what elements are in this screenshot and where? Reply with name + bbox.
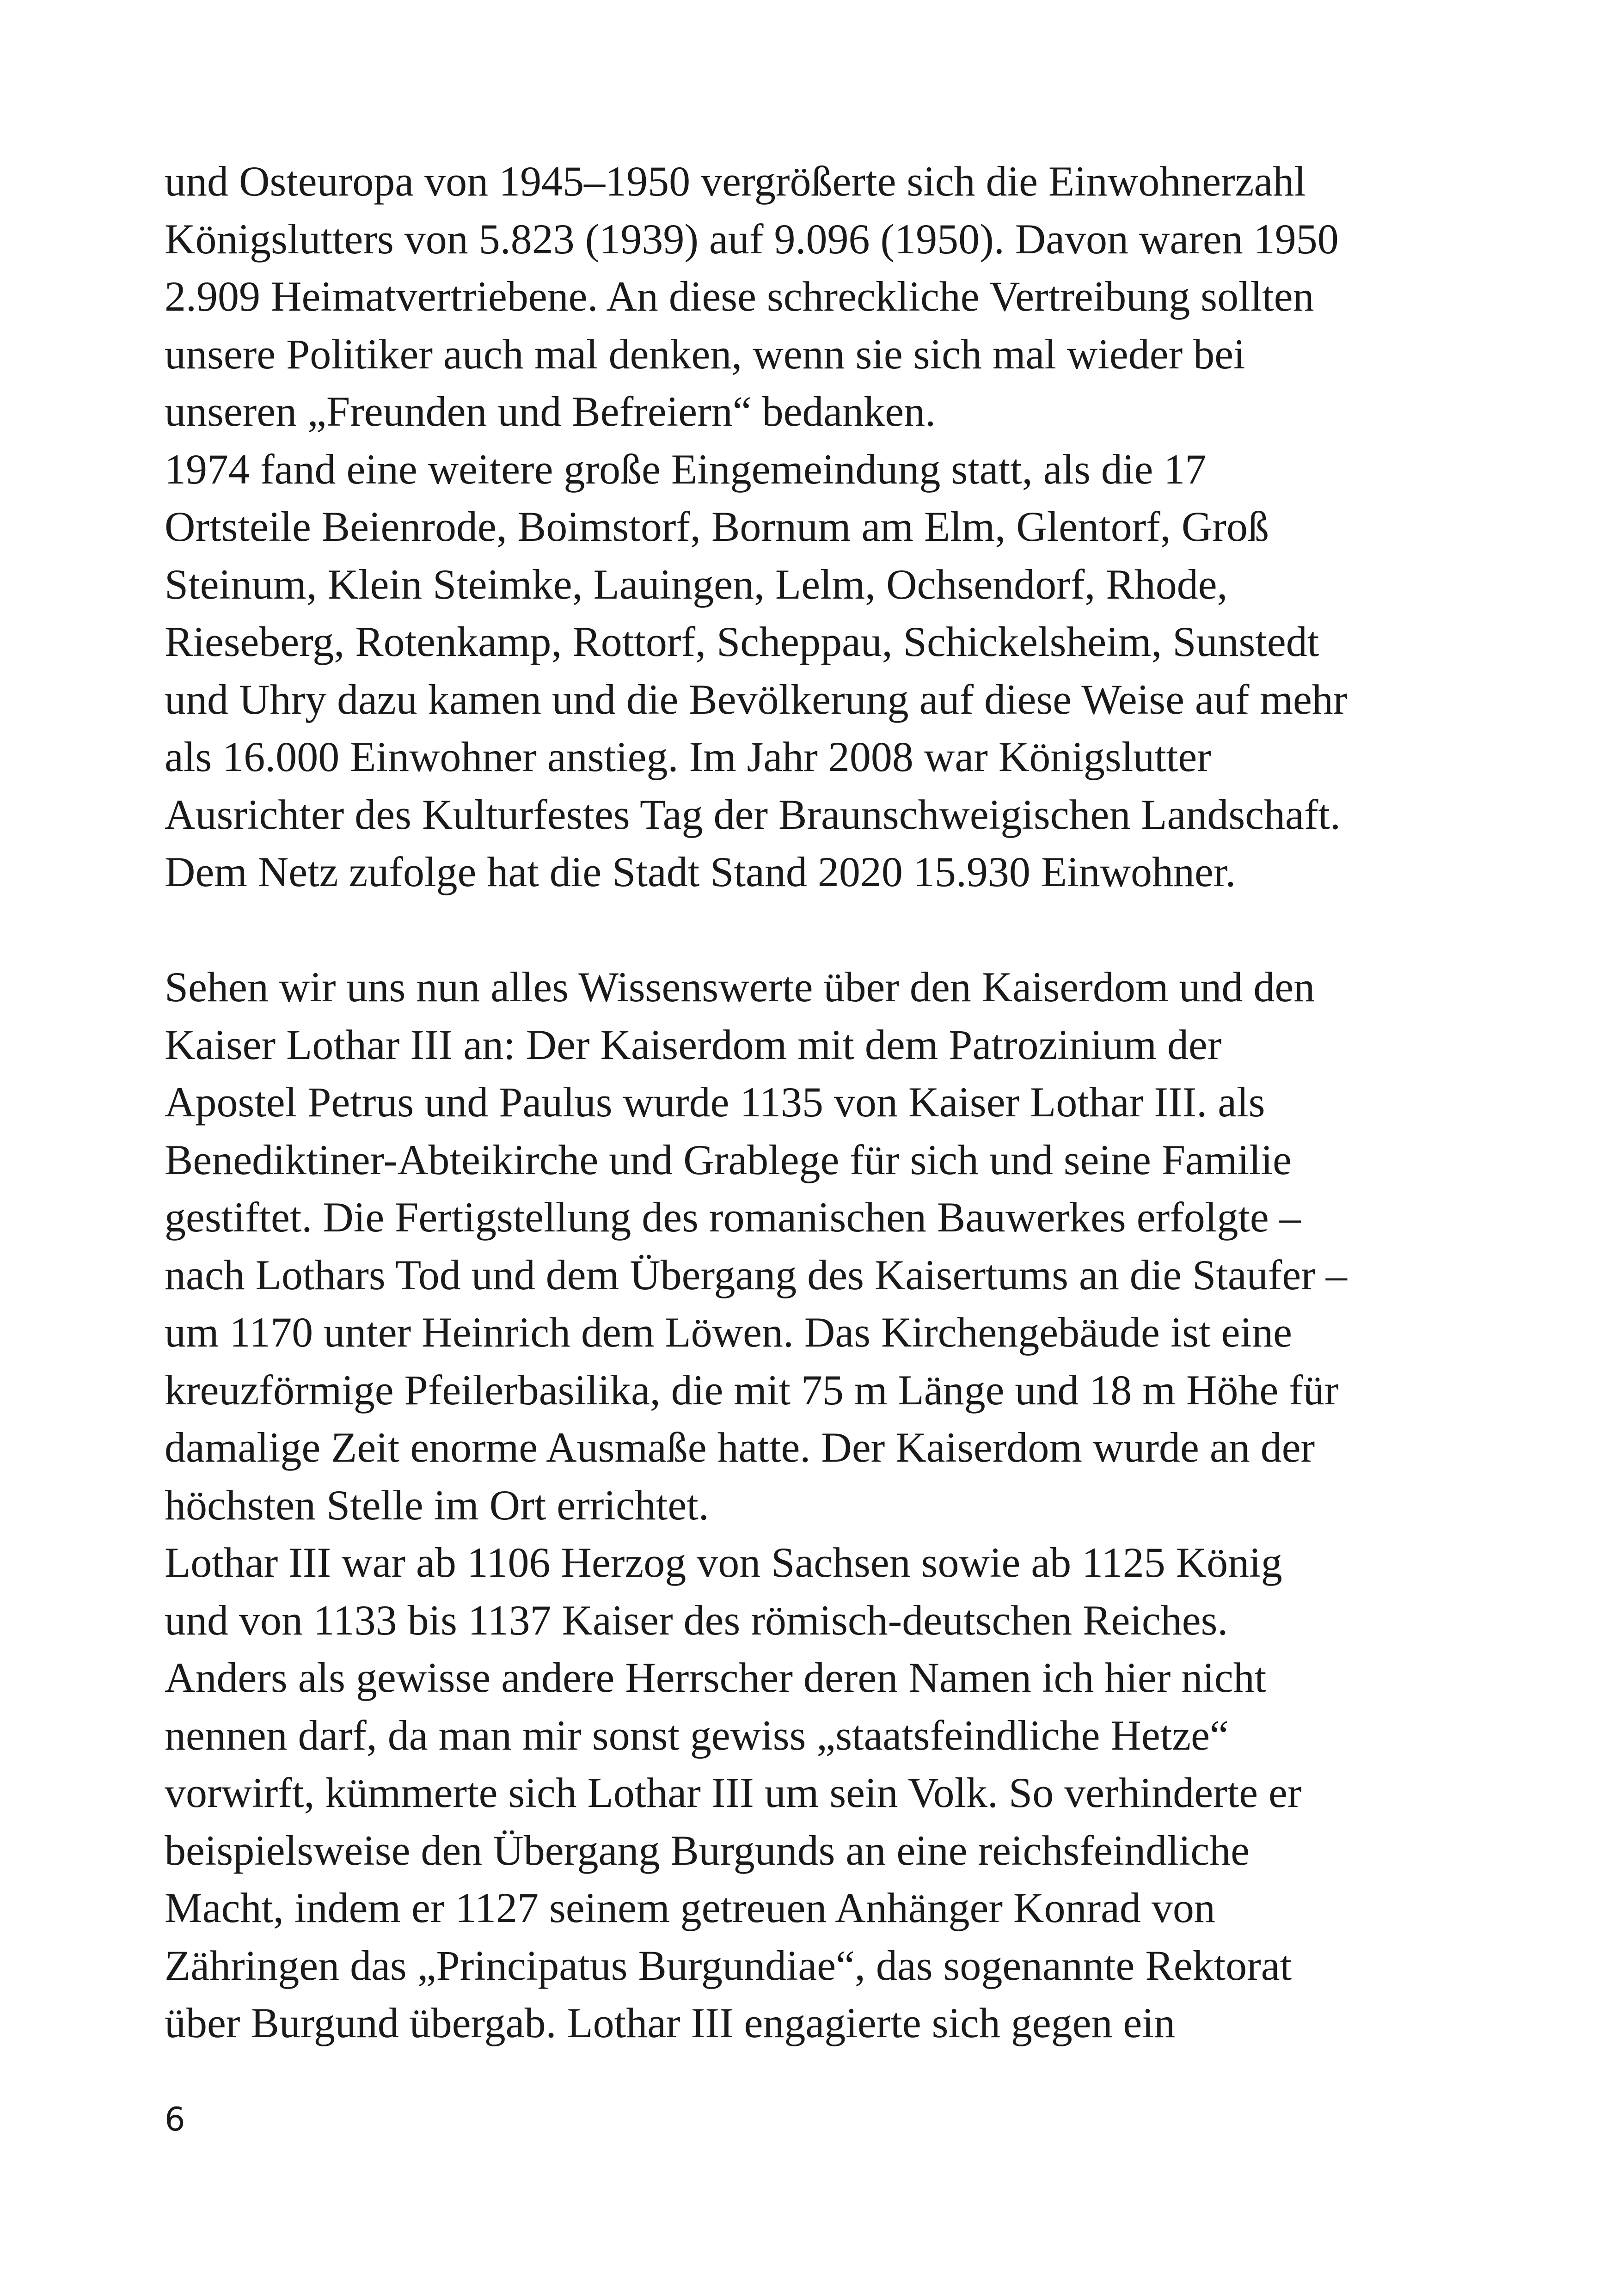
text-line: und Uhry dazu kamen und die Bevölkerung auf diese Weise auf mehr: [165, 675, 1348, 723]
text-line: nach Lothars Tod und dem Übergang des Kaisertums an die Staufer –: [165, 1251, 1347, 1298]
body-text: [165, 153, 1533, 2052]
paragraph-spacer: [165, 901, 1533, 959]
text-line: 2.909 Heimatvertriebene. An diese schreckliche Vertreibung sollten: [165, 273, 1314, 320]
paragraph-population: [165, 153, 1533, 441]
text-line: nennen darf, da man mir sonst gewiss „staatsfeindliche Hetze“: [165, 1711, 1229, 1759]
text-line: 1974 fand eine weitere große Eingemeindung statt, als die 17: [165, 445, 1207, 493]
text-line: damalige Zeit enorme Ausmaße hatte. Der Kaiserdom wurde an der: [165, 1424, 1315, 1471]
text-line: als 16.000 Einwohner anstieg. Im Jahr 2008 war Königslutter: [165, 733, 1211, 780]
text-line: vorwirft, kümmerte sich Lothar III um sein Volk. So verhinderte er: [165, 1769, 1302, 1816]
text-line: beispielsweise den Übergang Burgunds an eine reichsfeindliche: [165, 1826, 1250, 1874]
text-line: Benediktiner-Abteikirche und Grablege für sich und seine Familie: [165, 1136, 1292, 1183]
paragraph-lothar: [165, 1534, 1533, 2052]
paragraph-incorporation: [165, 441, 1533, 901]
text-line: über Burgund übergab. Lothar III engagierte sich gegen ein: [165, 1999, 1175, 2046]
text-line: Rieseberg, Rotenkamp, Rottorf, Scheppau, Schickelsheim, Sunstedt: [165, 618, 1319, 665]
text-line: Steinum, Klein Steimke, Lauingen, Lelm, Ochsendorf, Rhode,: [165, 560, 1228, 608]
text-line: unsere Politiker auch mal denken, wenn sie sich mal wieder bei: [165, 330, 1245, 378]
text-line: Anders als gewisse andere Herrscher deren Namen ich hier nicht: [165, 1654, 1267, 1701]
page-number: 6: [165, 2100, 185, 2138]
text-line: kreuzförmige Pfeilerbasilika, die mit 75 m Länge und 18 m Höhe für: [165, 1366, 1339, 1414]
text-line: höchsten Stelle im Ort errichtet.: [165, 1481, 709, 1529]
text-line: Kaiser Lothar III an: Der Kaiserdom mit dem Patrozinium der: [165, 1021, 1222, 1068]
text-line: Sehen wir uns nun alles Wissenswerte über den Kaiserdom und den: [165, 963, 1315, 1010]
text-line: unseren „Freunden und Befreiern“ bedanken.: [165, 388, 936, 435]
text-line: Ortsteile Beienrode, Boimstorf, Bornum am Elm, Glentorf, Groß: [165, 503, 1269, 550]
text-line: gestiftet. Die Fertigstellung des romanischen Bauwerkes erfolgte –: [165, 1194, 1301, 1241]
paragraph-kaiserdom: [165, 958, 1533, 1534]
text-line: Apostel Petrus und Paulus wurde 1135 von Kaiser Lothar III. als: [165, 1078, 1265, 1126]
text-line: Ausrichter des Kulturfestes Tag der Braunschweigischen Landschaft.: [165, 790, 1341, 838]
text-line: Königslutters von 5.823 (1939) auf 9.096 (1950). Davon waren 1950: [165, 215, 1339, 263]
text-line: Lothar III war ab 1106 Herzog von Sachsen sowie ab 1125 König: [165, 1539, 1282, 1586]
text-line: Macht, indem er 1127 seinem getreuen Anhänger Konrad von: [165, 1884, 1215, 1931]
text-line: Dem Netz zufolge hat die Stadt Stand 2020 15.930 Einwohner.: [165, 848, 1236, 895]
text-line: Zähringen das „Principatus Burgundiae“, das sogenannte Rektorat: [165, 1941, 1292, 1989]
text-line: und Osteuropa von 1945–1950 vergrößerte sich die Einwohnerzahl: [165, 158, 1306, 205]
text-line: um 1170 unter Heinrich dem Löwen. Das Kirchengebäude ist eine: [165, 1309, 1292, 1356]
text-line: und von 1133 bis 1137 Kaiser des römisch-deutschen Reiches.: [165, 1596, 1228, 1644]
